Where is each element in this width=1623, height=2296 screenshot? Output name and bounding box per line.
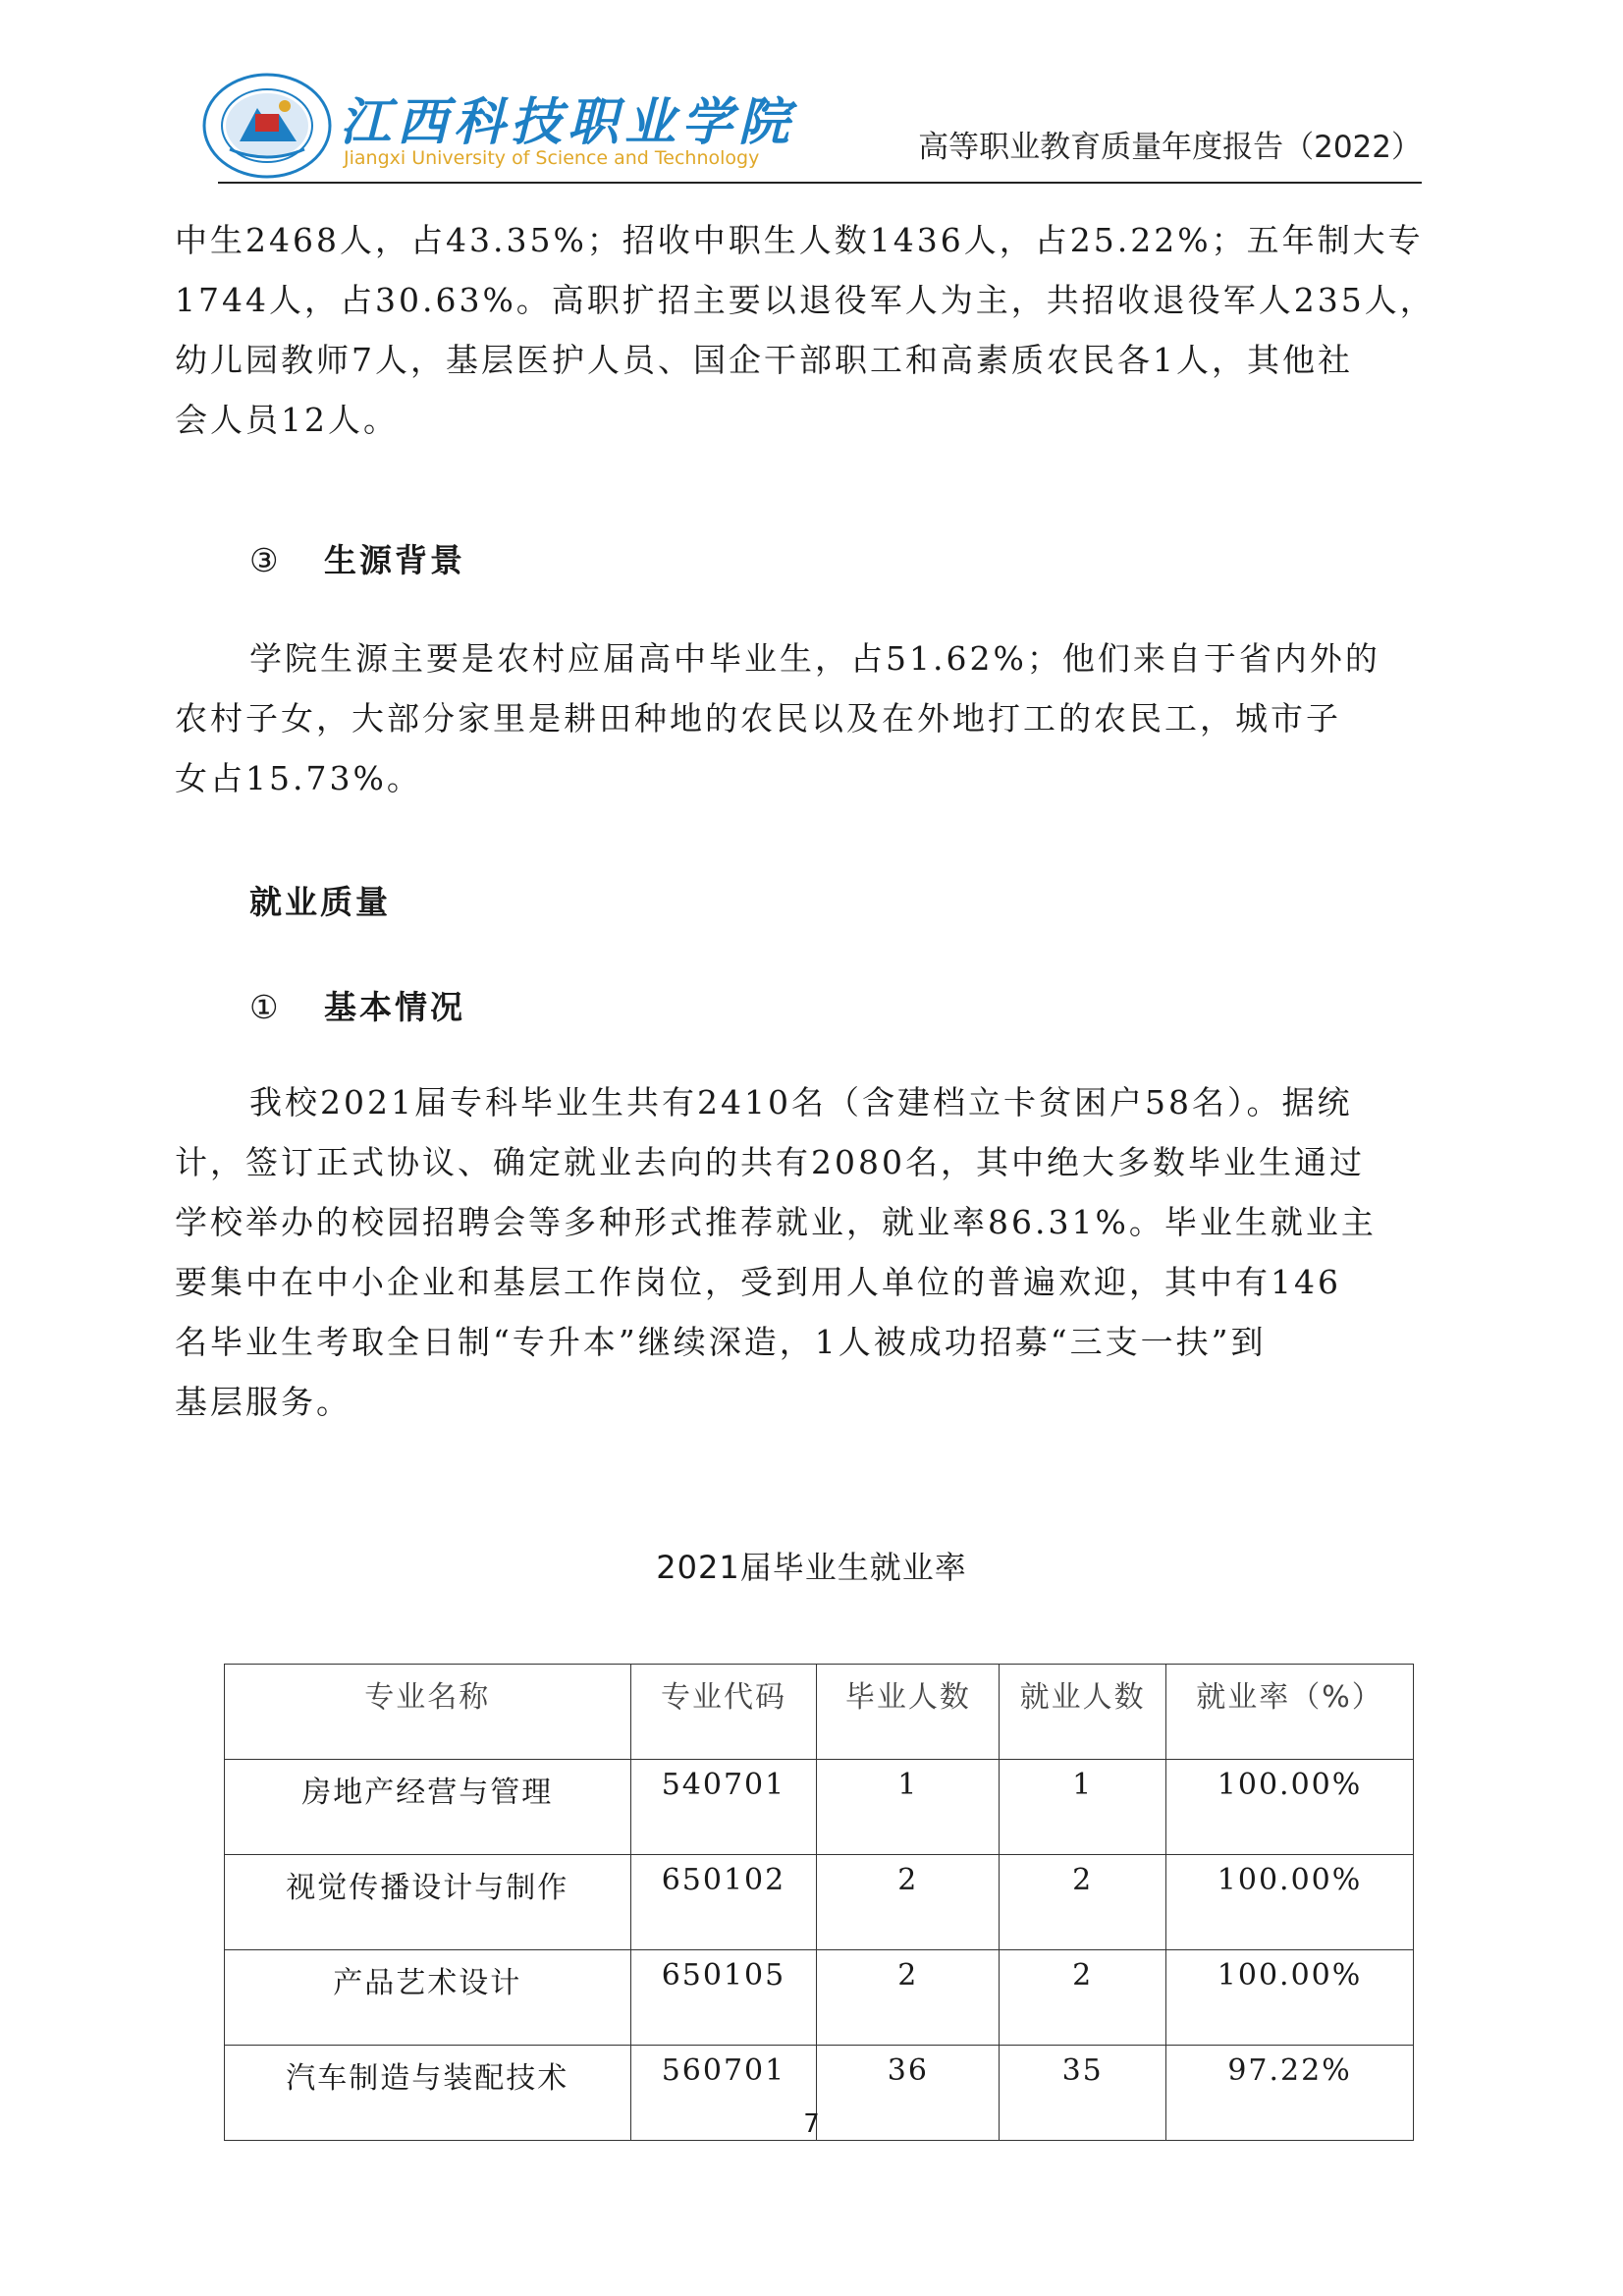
text-line: 女占15.73%。: [175, 759, 422, 797]
cell-major-name: 视觉传播设计与制作: [225, 1855, 631, 1950]
paragraph-source: [175, 629, 1451, 808]
cell-employment-rate: 100.00%: [1166, 1760, 1414, 1855]
heading-number: ①: [249, 988, 282, 1026]
heading-employment-quality: 就业质量: [249, 883, 391, 921]
text-line: 名毕业生考取全日制“专升本”继续深造，1人被成功招募“三支一扶”到: [175, 1323, 1267, 1361]
cell-major-name: 汽车制造与装配技术: [225, 2046, 631, 2141]
cell-employed: 2: [1000, 1855, 1166, 1950]
cell-graduates: 1: [817, 1760, 1000, 1855]
cell-graduates: 2: [817, 1950, 1000, 2046]
column-header: 就业率（%）: [1166, 1665, 1414, 1760]
header-divider: [218, 182, 1422, 184]
cell-employment-rate: 97.22%: [1166, 2046, 1414, 2141]
table-caption: 2021届毕业生就业率: [656, 1549, 967, 1586]
table-header-row: [225, 1665, 1414, 1760]
text-line: 学校举办的校园招聘会等多种形式推荐就业，就业率86.31%。毕业生就业主: [175, 1203, 1377, 1241]
table-row: [225, 1950, 1414, 2046]
text-line: 中生2468人，占43.35%；招收中职生人数1436人，占25.22%；五年制大专: [175, 221, 1424, 259]
cell-employed: 35: [1000, 2046, 1166, 2141]
text-line: 农村子女，大部分家里是耕田种地的农民以及在外地打工的农民工，城市子: [175, 699, 1341, 738]
table-row: [225, 1855, 1414, 1950]
cell-major-code: 560701: [630, 2046, 817, 2141]
cell-employment-rate: 100.00%: [1166, 1950, 1414, 2046]
heading-number: ③: [249, 541, 282, 579]
school-name-cn: 江西科技职业学院: [340, 92, 796, 152]
text-line: 计，签订正式协议、确定就业去向的共有2080名，其中绝大多数毕业生通过: [175, 1143, 1365, 1181]
column-header: 就业人数: [1000, 1665, 1166, 1760]
text-line: 1744人，占30.63%。高职扩招主要以退役军人为主，共招收退役军人235人，: [175, 281, 1435, 319]
cell-major-code: 650102: [630, 1855, 817, 1950]
text-line: 幼儿园教师7人，基层医护人员、国企干部职工和高素质农民各1人，其他社: [175, 341, 1353, 379]
paragraph-enrollment: [175, 210, 1451, 450]
school-emblem-icon: [200, 71, 334, 181]
column-header: 专业名称: [225, 1665, 631, 1760]
page-number: 7: [803, 2109, 820, 2139]
heading-text: 生源背景: [324, 541, 465, 579]
cell-employment-rate: 100.00%: [1166, 1855, 1414, 1950]
text-line: 基层服务。: [175, 1383, 352, 1421]
cell-graduates: 36: [817, 2046, 1000, 2141]
paragraph-employment: [175, 1072, 1451, 1432]
cell-employed: 1: [1000, 1760, 1166, 1855]
cell-employed: 2: [1000, 1950, 1166, 2046]
text-line: 学院生源主要是农村应届高中毕业生，占51.62%；他们来自于省内外的: [249, 639, 1380, 678]
report-title: 高等职业教育质量年度报告（2022）: [918, 130, 1422, 165]
column-header: 专业代码: [630, 1665, 817, 1760]
cell-graduates: 2: [817, 1855, 1000, 1950]
cell-major-name: 产品艺术设计: [225, 1950, 631, 2046]
cell-major-code: 540701: [630, 1760, 817, 1855]
heading-source-background: [249, 535, 465, 581]
text-line: 要集中在中小企业和基层工作岗位，受到用人单位的普遍欢迎，其中有146: [175, 1263, 1341, 1301]
cell-major-name: 房地产经营与管理: [225, 1760, 631, 1855]
text-line: 会人员12人。: [175, 401, 399, 439]
text-line: 我校2021届专科毕业生共有2410名（含建档立卡贫困户58名）。据统: [249, 1083, 1353, 1121]
cell-major-code: 650105: [630, 1950, 817, 2046]
column-header: 毕业人数: [817, 1665, 1000, 1760]
page-header: [175, 59, 1422, 187]
heading-basic-situation: [249, 982, 465, 1028]
school-name-en: Jiangxi University of Science and Technology: [344, 147, 760, 169]
employment-rate-table: [224, 1664, 1414, 2141]
table-row: [225, 1760, 1414, 1855]
heading-text: 基本情况: [324, 988, 465, 1026]
